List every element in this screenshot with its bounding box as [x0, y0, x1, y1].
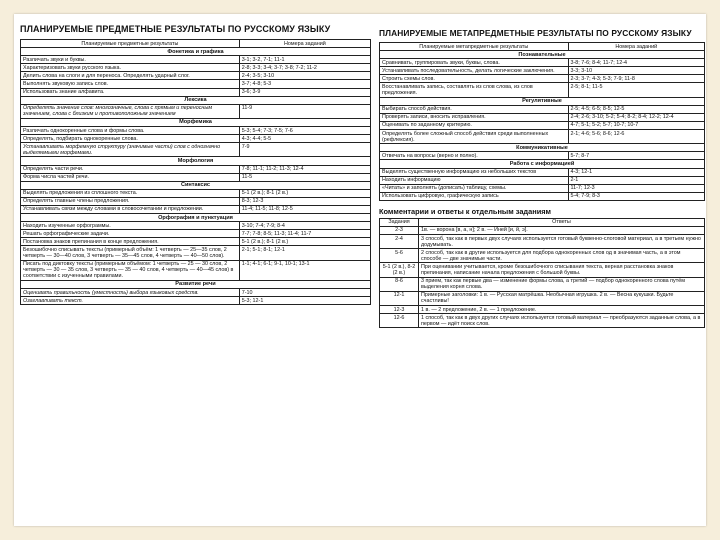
task-numbers: 7-10 — [239, 289, 370, 297]
answer-text: 1 в. — 2 предложение, 2 в. — 1 предложение. — [419, 306, 705, 314]
table-row — [21, 143, 371, 157]
section-title: Лексика — [21, 96, 371, 104]
result-description: Определять главные члены предложения. — [21, 197, 240, 205]
subject-results-title: ПЛАНИРУЕМЫЕ ПРЕДМЕТНЫЕ РЕЗУЛЬТАТЫ ПО РУССКОМУ ЯЗЫКУ — [20, 24, 331, 34]
table-row — [380, 130, 705, 144]
task-numbers: 3-6; 3-9 — [239, 88, 370, 96]
task-numbers: 2-5; 8-1; 11-5 — [568, 83, 705, 97]
table-row — [380, 83, 705, 97]
task-numbers: 3-3; 3-10 — [568, 67, 705, 75]
task-number: 5-1 (2 в.), 8-2 (2 в.) — [380, 263, 419, 277]
results-column-header: Планируемые метапредметные результаты — [380, 43, 569, 51]
task-numbers: 1-1; 4-1; 6-1; 9-1, 10-1; 13-1 — [239, 260, 370, 280]
section-header-row — [21, 48, 371, 56]
task-numbers: 2-4; 3-5; 3-10 — [239, 72, 370, 80]
table-row — [21, 246, 371, 260]
result-description: Безошибочно списывать тексты (примерный объём: 1 четверть — 25—35 слов, 2 четверть — 30—40 слов, 3 четверть — 35—45 слов, 4 четверть — 40—50 слов). — [21, 246, 240, 260]
task-numbers: 5-3; 5-4; 7-3; 7-5; 7-6 — [239, 127, 370, 135]
section-title: Познавательные — [380, 51, 705, 59]
task-numbers: 3-8; 7-6; 8-4; 11-7; 12-4 — [568, 59, 705, 67]
table-row — [21, 165, 371, 173]
table-row — [21, 88, 371, 96]
table-row — [21, 222, 371, 230]
result-description: Озаглавливать текст. — [21, 297, 240, 305]
task-numbers: 2-5; 4-5; 6-5; 8-5; 12-5 — [568, 105, 705, 113]
section-header-row — [21, 118, 371, 126]
task-numbers: 4-7; 5-1; 5-2; 5-7; 10-7; 10-7 — [568, 121, 705, 129]
answer-text: 3 прием, так как первые два — изменение формы слова, а третий — подбор однокоренного слова путём выделения корня слова. — [419, 277, 705, 291]
task-numbers: 11-9 — [239, 104, 370, 118]
table-row — [380, 291, 705, 305]
table-row — [380, 59, 705, 67]
task-numbers: 5-1 (2 в.); 8-1 (2 в.) — [239, 238, 370, 246]
result-description: Различать однокоренные слова и формы слова. — [21, 127, 240, 135]
section-title: Морфология — [21, 157, 371, 165]
table-row — [380, 314, 705, 328]
task-numbers: 2-1 — [568, 176, 705, 184]
result-description: «Читать» и заполнять (дописать) таблицу, схемы. — [380, 184, 569, 192]
table-row — [21, 189, 371, 197]
result-description: Восстанавливать запись, составлять из слов слова, из слов предложения. — [380, 83, 569, 97]
answers-column-header: Ответы — [419, 218, 705, 226]
section-title: Морфемика — [21, 118, 371, 126]
result-description: Выделять предложения из сплошного текста. — [21, 189, 240, 197]
result-description: Делить слова на слоги и для переноса. Определять ударный слог. — [21, 72, 240, 80]
results-column-header: Планируемые предметные результаты — [21, 40, 240, 48]
task-numbers: 2-1; 4-6; 5-6; 8-6; 12-6 — [568, 130, 705, 144]
section-header-row — [21, 280, 371, 288]
table-row — [380, 249, 705, 263]
table-row — [380, 152, 705, 160]
task-numbers-column-header: Номера заданий — [239, 40, 370, 48]
result-description: Характеризовать звуки русского языка. — [21, 64, 240, 72]
section-header-row — [21, 181, 371, 189]
table-row — [21, 197, 371, 205]
result-description: Решать орфографические задачи. — [21, 230, 240, 238]
result-description: Постановка знаков препинания в конце предложения. — [21, 238, 240, 246]
task-number: 2-3 — [380, 226, 419, 234]
task-number: 5-6 — [380, 249, 419, 263]
result-description: Устанавливать морфемную структуру (значимые части) слов с однозначно выделяемыми морфемами. — [21, 143, 240, 157]
task-column-header: Задания — [380, 218, 419, 226]
table-row — [21, 260, 371, 280]
answer-text: 2 способ, так как в другие используется для подбора однокоренных слов од в значимая часть, а в этом способе — две значимые части. — [419, 249, 705, 263]
table-row — [380, 75, 705, 83]
task-numbers: 3-7; 4-8; 5-3 — [239, 80, 370, 88]
task-numbers: 11-4; 11-5; 11-8; 12-5 — [239, 205, 370, 213]
table-row — [380, 184, 705, 192]
result-description: Отвечать на вопросы (верно и полно). — [380, 152, 569, 160]
table-row — [380, 306, 705, 314]
task-numbers: 2-8; 3-3; 3-4; 3-7; 3-8; 7-2; 11-2 — [239, 64, 370, 72]
result-description: Устанавливать связи между словами в словосочетании и предложении. — [21, 205, 240, 213]
answer-text: 3 способ, так как в первых двух случаях используется готовый буквенно-слоговой материал, а в третьем нужно додумывать. — [419, 235, 705, 249]
section-header-row — [380, 97, 705, 105]
result-description: Форма числа частей речи. — [21, 173, 240, 181]
table-row — [21, 80, 371, 88]
task-numbers: 8-3; 12-3 — [239, 197, 370, 205]
task-numbers: 11-5 — [239, 173, 370, 181]
result-description: Строить схемы слов. — [380, 75, 569, 83]
section-header-row — [380, 160, 705, 168]
table-row — [380, 168, 705, 176]
result-description: Выполнять звуковую запись слов. — [21, 80, 240, 88]
comments-title: Комментарии и ответы к отдельным заданиям — [379, 206, 552, 216]
task-numbers: 5-3; 12-1 — [239, 297, 370, 305]
table-row — [380, 67, 705, 75]
table-row — [380, 113, 705, 121]
table-row — [380, 235, 705, 249]
table-row — [21, 173, 371, 181]
table-row — [21, 230, 371, 238]
result-description: Находить информацию — [380, 176, 569, 184]
task-numbers: 7-8; 11-1; 11-2; 11-3; 12-4 — [239, 165, 370, 173]
task-numbers: 5-7; 8-7 — [568, 152, 705, 160]
section-header-row — [21, 214, 371, 222]
section-title: Регулятивные — [380, 97, 705, 105]
subject-results-column — [20, 14, 371, 305]
task-numbers: 2-1; 5-1; 8-1; 12-1 — [239, 246, 370, 260]
section-title: Синтаксис — [21, 181, 371, 189]
table-row — [21, 72, 371, 80]
result-description: Устанавливать последовательность, делать логические заключения. — [380, 67, 569, 75]
section-title: Развитие речи — [21, 280, 371, 288]
result-description: Оценивать правильность (уместность) выбора языковых средств. — [21, 289, 240, 297]
table-row — [21, 104, 371, 118]
table-row — [21, 289, 371, 297]
table-row — [21, 64, 371, 72]
table-row — [380, 263, 705, 277]
task-number: 8-6 — [380, 277, 419, 291]
task-number: 12-3 — [380, 306, 419, 314]
answer-text: При оценивании учитывается, кроме безошибочного списывания текста, верная расстановка знаков препинания, написание начала предложения с большой буквы. — [419, 263, 705, 277]
task-numbers-column-header: Номера заданий — [568, 43, 705, 51]
result-description: Выбирать способ действия. — [380, 105, 569, 113]
section-title: Коммуникативные — [380, 144, 705, 152]
table-row — [21, 238, 371, 246]
result-description: Использовать знание алфавита. — [21, 88, 240, 96]
task-numbers: 7-7; 7-8; 8-5; 11-3; 11-4; 11-7 — [239, 230, 370, 238]
task-number: 2-4 — [380, 235, 419, 249]
task-numbers: 4-3; 4-4; 5-5 — [239, 135, 370, 143]
task-numbers: 5-4; 7-9; 8-3 — [568, 192, 705, 200]
section-title: Фонетика и графика — [21, 48, 371, 56]
result-description: Выделять существенную информацию из небольших текстов — [380, 168, 569, 176]
section-header-row — [380, 51, 705, 59]
table-row — [21, 205, 371, 213]
result-description: Определять значение слов: многозначные, слова с прямым и переносным значением, слова с близким и противоположным значением — [21, 104, 240, 118]
result-description: Писать под диктовку тексты (примерным объёмом: 1 четверть — 25 — 30 слов, 2 четверть — 30 — 35 слов, 3 четверть — 35 — 40 слов, 4 четверть — 40—45 слов) в соответствии с изученными правилами. — [21, 260, 240, 280]
task-numbers: 11-7; 12-3 — [568, 184, 705, 192]
table-row — [21, 127, 371, 135]
task-number: 12-1 — [380, 291, 419, 305]
table-row — [380, 176, 705, 184]
metasubject-results-title: ПЛАНИРУЕМЫЕ МЕТАПРЕДМЕТНЫЕ РЕЗУЛЬТАТЫ ПО РУССКОМУ ЯЗЫКУ — [379, 28, 692, 38]
section-header-row — [21, 96, 371, 104]
result-description: Находить изученные орфограммы. — [21, 222, 240, 230]
table-row — [380, 277, 705, 291]
result-description: Определять части речи. — [21, 165, 240, 173]
result-description: Проверять записи, вносить исправления. — [380, 113, 569, 121]
worksheet-page — [14, 14, 706, 526]
table-row — [380, 192, 705, 200]
result-description: Различать звуки и буквы. — [21, 56, 240, 64]
subject-results-table — [20, 39, 371, 305]
result-description: Сравнивать, группировать звуки, буквы, слова. — [380, 59, 569, 67]
table-row — [21, 297, 371, 305]
metasubject-results-column — [379, 14, 705, 328]
table-row — [380, 105, 705, 113]
table-row — [21, 135, 371, 143]
table-row — [21, 56, 371, 64]
result-description: Определять более сложный способ действия среди выполненных (рефлексия). — [380, 130, 569, 144]
task-numbers: 2-3; 3-7; 4-3; 5-3; 7-9; 11-8 — [568, 75, 705, 83]
task-numbers: 3-1; 3-2, 7-1; 11-1 — [239, 56, 370, 64]
task-numbers: 5-1 (2 в.); 8-1 (2 в.) — [239, 189, 370, 197]
result-description: Использовать цифровую, графическую запись — [380, 192, 569, 200]
section-header-row — [21, 157, 371, 165]
metasubject-results-table — [379, 42, 705, 201]
table-row — [380, 121, 705, 129]
task-numbers: 3-10; 7-4; 7-9; 8-4 — [239, 222, 370, 230]
result-description: Определять, подбирать однокоренные слова. — [21, 135, 240, 143]
answer-text: Примерные заголовки: 1 в. — Русская матрёшка. Необычная игрушка. 2 в. — Весна кукушки. Будьте счастливы! — [419, 291, 705, 305]
task-number: 12-6 — [380, 314, 419, 328]
section-title: Работа с информацией — [380, 160, 705, 168]
answer-text: 1 способ, так как в двух других случаях используется готовый материал — преобразуются заданные слова, а в первом — идёт поиск слов. — [419, 314, 705, 328]
result-description: Оценивать по заданному критерию. — [380, 121, 569, 129]
section-title: Орфография и пунктуация — [21, 214, 371, 222]
section-header-row — [380, 144, 705, 152]
table-row — [380, 226, 705, 234]
task-numbers: 7-9 — [239, 143, 370, 157]
task-numbers: 2-4; 2-6; 3-10; 5-2; 5-4; 8-2; 8-4; 12-2; 12-4 — [568, 113, 705, 121]
answer-text: 1в. — ворона [в, а, н]; 2 в. — Иней [и, й, э]. — [419, 226, 705, 234]
comments-table — [379, 218, 705, 328]
task-numbers: 4-3; 12-1 — [568, 168, 705, 176]
